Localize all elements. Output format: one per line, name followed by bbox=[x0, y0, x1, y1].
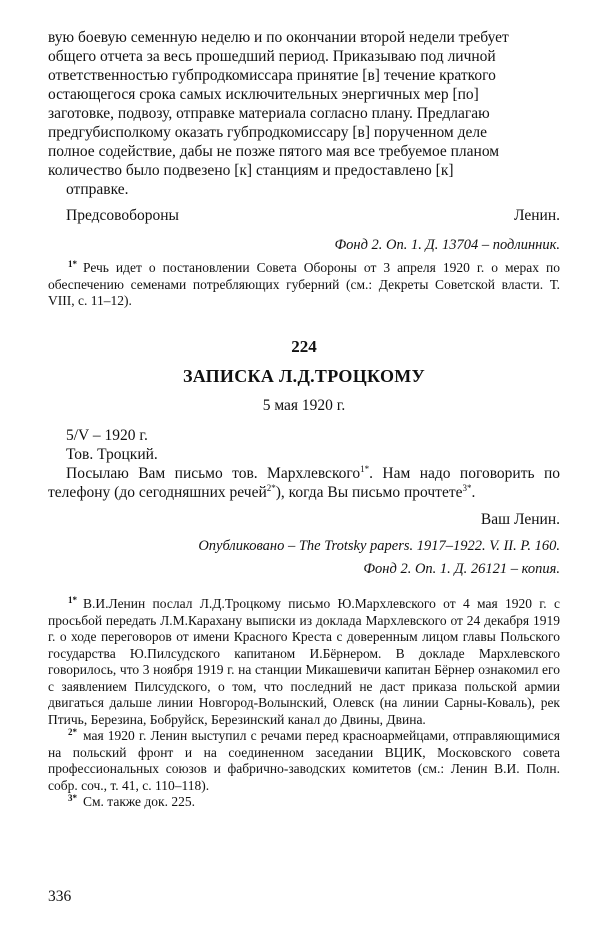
text-line: предгубисполкому оказать губпродкомиссару [в] порученном деле bbox=[48, 124, 487, 141]
footnote bbox=[48, 596, 560, 728]
document-number: 224 bbox=[291, 337, 317, 356]
letter-text: Посылаю Вам письмо тов. Мархлевского$^{1*}$. Нам надо поговорить по телефону (до сегодняшних речей$^{2*}$), когда Вы письмо прочтете$^{3*}$. bbox=[48, 463, 560, 501]
text-line: остающегося срока самых исключительных энергичных мер [по] bbox=[48, 86, 479, 103]
footnote bbox=[48, 728, 560, 794]
document-date: 5 мая 1920 г. bbox=[262, 397, 346, 414]
footnote-ref: 2* bbox=[266, 482, 276, 493]
footnote-ref: 3* bbox=[462, 482, 472, 493]
text-line: отправке. bbox=[66, 181, 129, 198]
text-line: заготовке, подвозу, отправке материала согласно плану. Предлагаю bbox=[48, 105, 490, 122]
signature-row bbox=[48, 206, 560, 225]
letter-date: 5/V – 1920 г. bbox=[66, 427, 148, 444]
continued-text-block bbox=[48, 28, 560, 255]
publication-reference: Опубликовано – The Trotsky papers. 1917–1922. V. II. P. 160. bbox=[198, 538, 560, 554]
text-line: ответственностью губпродкомиссара принятие [в] течение краткого bbox=[48, 67, 496, 84]
footnote-mark: 1* bbox=[68, 594, 77, 605]
footnote-text: В.И.Ленин послал Л.Д.Троцкому письмо Ю.Мархлевского от 4 мая 1920 г. с просьбой передать Л.М.Карахану выписки из доклада Мархлевского от 24 декабря 1919 г. о ходе переговоров от имени Красного Креста с доверенным лицом главы Польского государства Ю.Пилсудского капитаном И.Бёрнером. В докладе Мархлевского говорилось, что 3 ноября 1919 г. на станции Микашевичи капитан Бёрнер ознакомил его с заявлением Пилсудского, о том, что последний не даст приказа польской армии двигаться дальше линии Новгород-Волынский, Олевск (на линии Сарны-Коваль), рек Птичь, Березина, Бобруйск, Березинский канал до Двины, Двина. bbox=[48, 596, 560, 727]
footnote bbox=[48, 794, 560, 811]
footnote-text: мая 1920 г. Ленин выступил с речами перед красноармейцами, отправляющимися на польский фронт и на соединенном заседании ВЦИК, Московского совета профессиональных союзов и фабрично-заводских комитетов (см.: Ленин В.И. Полн. собр. соч., т. 41, с. 110–118). bbox=[48, 728, 560, 793]
letter-signature: Ваш Ленин. bbox=[480, 511, 560, 528]
signature-name: Ленин. bbox=[513, 207, 560, 224]
archive-reference: Фонд 2. Оп. 1. Д. 13704 – подлинник. bbox=[334, 237, 560, 253]
footnote-ref: 1* bbox=[360, 463, 370, 474]
footnote-mark: 3* bbox=[68, 792, 77, 803]
document-body bbox=[48, 426, 560, 579]
text-line: количество было подвезено [к] станциям и предоставлено [к] bbox=[48, 162, 454, 179]
footnote-mark: 1* bbox=[68, 258, 77, 269]
salutation: Тов. Троцкий. bbox=[66, 446, 158, 463]
footnote-text: Речь идет о постановлении Совета Обороны от 3 апреля 1920 г. о мерах по обеспечению семенами потребляющих губерний (см.: Декреты Советской власти. Т. VIII, с. 11–12). bbox=[48, 260, 560, 308]
footnotes bbox=[48, 596, 560, 811]
footnote-mark: 2* bbox=[68, 726, 77, 737]
text-line: вую боевую семенную неделю и по окончании второй недели требует bbox=[48, 29, 509, 46]
footnote-top bbox=[48, 260, 560, 310]
document-title: ЗАПИСКА Л.Д.ТРОЦКОМУ bbox=[182, 366, 426, 386]
page-number: 336 bbox=[48, 888, 72, 905]
text-line: общего отчета за весь прошедший период. Приказываю под личной bbox=[48, 48, 496, 65]
text-line: полное содействие, дабы не позже пятого мая все требуемое планом bbox=[48, 143, 500, 160]
footnote-text: См. также док. 225. bbox=[83, 794, 195, 809]
signature-title: Предсовобороны bbox=[66, 207, 179, 224]
archive-reference: Фонд 2. Оп. 1. Д. 26121 – копия. bbox=[363, 561, 560, 577]
